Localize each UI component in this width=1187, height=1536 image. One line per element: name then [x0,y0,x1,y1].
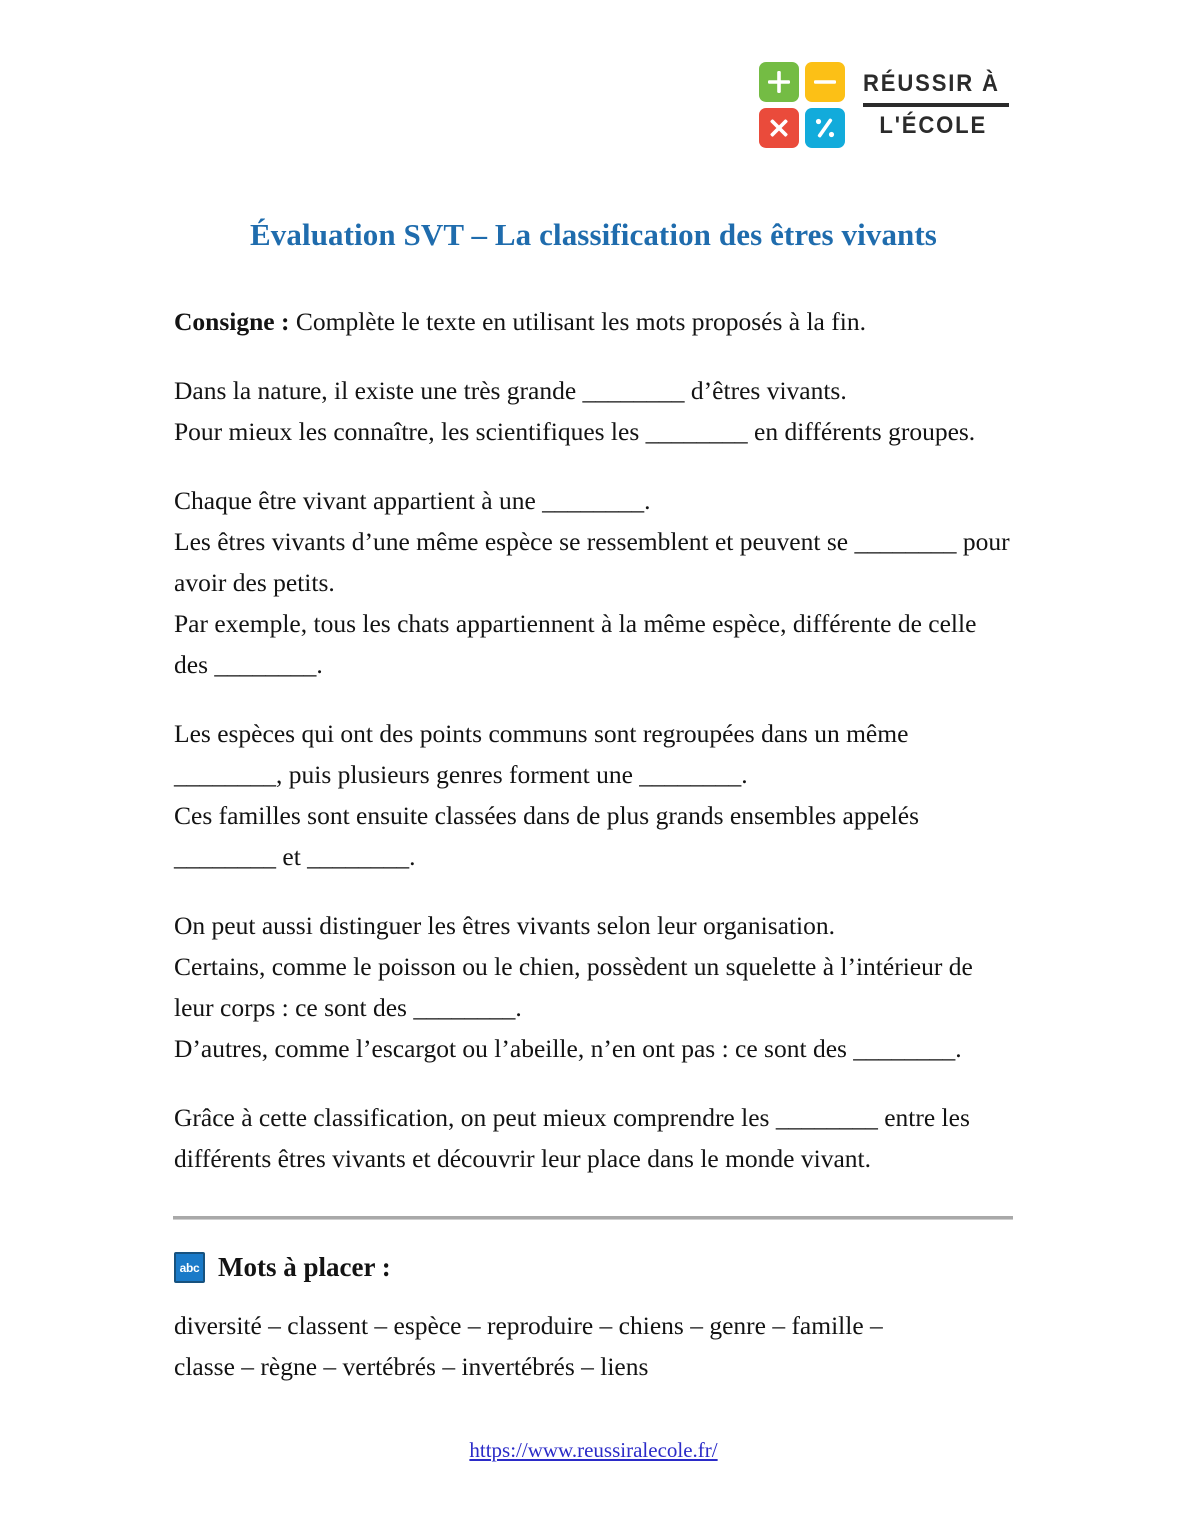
words-section-header [174,1252,391,1283]
paragraph-3-line-1: Les espèces qui ont des points communs sont regroupées dans un même ________, puis plusieurs genres forment une ________. [174,719,909,789]
paragraph-4-line-2: Certains, comme le poisson ou le chien, possèdent un squelette à l’intérieur de leur corps : ce sont des ________. [174,952,973,1022]
paragraph-2-line-3: Par exemple, tous les chats appartiennent à la même espèce, différente de celle des ________. [174,609,977,679]
footer-website-link[interactable]: https://www.reussiralecole.fr/ [469,1438,718,1462]
paragraph-5 [174,1097,1016,1179]
minus-icon [805,62,845,102]
section-divider [173,1216,1013,1220]
words-section-title: Mots à placer : [218,1252,391,1282]
paragraph-5-line-1: Grâce à cette classification, on peut mieux comprendre les ________ entre les différents êtres vivants et découvrir leur place dans le monde vivant. [174,1103,970,1173]
paragraph-2 [174,480,1016,685]
instruction-paragraph [174,301,1016,342]
paragraph-4-line-3: D’autres, comme l’escargot ou l’abeille, n’en ont pas : ce sont des ________. [174,1034,962,1063]
paragraph-2-line-2: Les êtres vivants d’une même espèce se ressemblent et peuvent se ________ pour avoir des petits. [174,527,1010,597]
instruction-text: Complète le texte en utilisant les mots proposés à la fin. [289,307,866,336]
page-title: Évaluation SVT – La classification des êtres vivants [250,216,937,252]
words-list [174,1305,1016,1387]
instruction-label: Consigne : [174,307,290,336]
logo-icon-grid [759,62,845,148]
worksheet-body [174,301,1016,1207]
abc-icon: abc [174,1252,205,1283]
logo-divider [863,103,1009,107]
multiply-icon [759,108,799,148]
logo-line-1: RÉUSSIR À [863,70,1001,98]
paragraph-1-line-1: Dans la nature, il existe une très grande ________ d’êtres vivants. [174,376,847,405]
paragraph-1 [174,370,1016,452]
paragraph-3-line-2: Ces familles sont ensuite classées dans de plus grands ensembles appelés ________ et ________. [174,801,919,871]
words-list-line-1: diversité – classent – espèce – reproduire – chiens – genre – famille – [174,1311,883,1340]
paragraph-2-line-1: Chaque être vivant appartient à une ________. [174,486,651,515]
logo-wordmark [863,70,1012,139]
paragraph-4 [174,905,1016,1069]
logo-line-2: L'ÉCOLE [879,112,988,139]
words-list-line-2: classe – règne – vertébrés – invertébrés – liens [174,1352,649,1381]
site-logo [759,62,1012,148]
paragraph-1-line-2: Pour mieux les connaître, les scientifiques les ________ en différents groupes. [174,417,976,446]
paragraph-4-line-1: On peut aussi distinguer les êtres vivants selon leur organisation. [174,911,835,940]
paragraph-3 [174,713,1016,877]
plus-icon [759,62,799,102]
divide-icon [805,108,845,148]
